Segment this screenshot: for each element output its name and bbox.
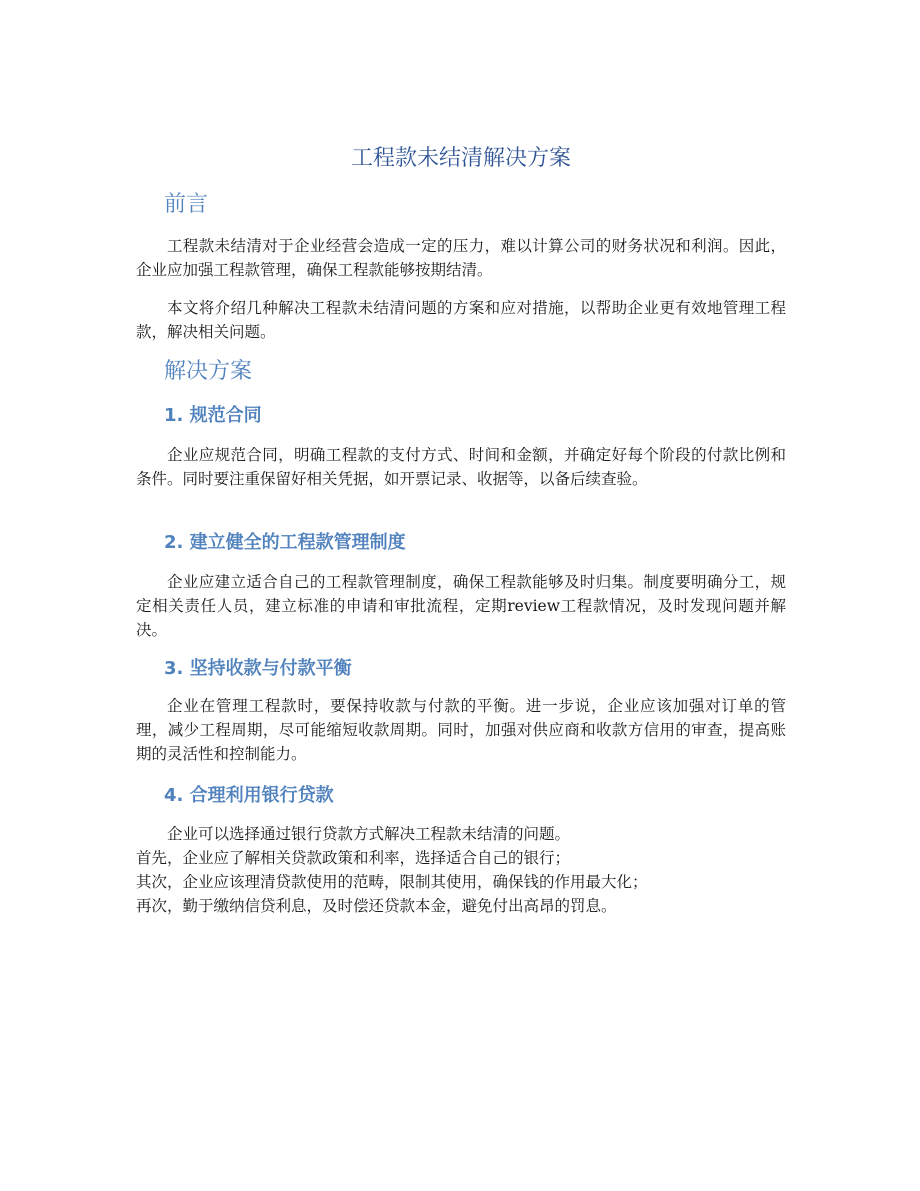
solution-4-line: 首先，企业应了解相关贷款政策和利率，选择适合自己的银行； bbox=[136, 849, 571, 867]
solution-heading-1: 1. 规范合同 bbox=[164, 405, 262, 426]
solution-paragraph-2: 企业应建立适合自己的工程款管理制度，确保工程款能够及时归集。制度要明确分工，规定相关责任人员，建立标准的申请和审批流程，定期review工程款情况，及时发现问题并解决。 bbox=[136, 573, 786, 639]
section-heading-preface: 前言 bbox=[164, 192, 209, 217]
solution-4-lines bbox=[136, 822, 786, 918]
solution-4-line: 其次，企业应该理清贷款使用的范畴，限制其使用，确保钱的作用最大化； bbox=[136, 873, 648, 891]
solution-4-line: 企业可以选择通过银行贷款方式解决工程款未结清的问题。 bbox=[167, 825, 571, 843]
solution-heading-3: 3. 坚持收款与付款平衡 bbox=[164, 658, 352, 679]
solution-heading-4: 4. 合理利用银行贷款 bbox=[164, 785, 334, 806]
solution-paragraph-3: 企业在管理工程款时，要保持收款与付款的平衡。进一步说，企业应该加强对订单的管理，减少工程周期，尽可能缩短收款周期。同时，加强对供应商和收款方信用的审查，提高账期的灵活性和控制能力。 bbox=[136, 697, 786, 763]
solution-heading-2: 2. 建立健全的工程款管理制度 bbox=[164, 532, 406, 553]
section-heading-solutions: 解决方案 bbox=[164, 359, 253, 384]
solution-paragraph-1: 企业应规范合同，明确工程款的支付方式、时间和金额，并确定好每个阶段的付款比例和条件。同时要注重保留好相关凭据，如开票记录、收据等，以备后续查验。 bbox=[136, 446, 786, 488]
preface-paragraph-1: 工程款未结清对于企业经营会造成一定的压力，难以计算公司的财务状况和利润。因此，企业应加强工程款管理，确保工程款能够按期结清。 bbox=[136, 237, 786, 279]
document-title: 工程款未结清解决方案 bbox=[350, 146, 571, 171]
preface-paragraph-2: 本文将介绍几种解决工程款未结清问题的方案和应对措施，以帮助企业更有效地管理工程款，解决相关问题。 bbox=[136, 299, 786, 341]
solution-4-line: 再次，勤于缴纳信贷利息，及时偿还贷款本金，避免付出高昂的罚息。 bbox=[136, 897, 617, 915]
